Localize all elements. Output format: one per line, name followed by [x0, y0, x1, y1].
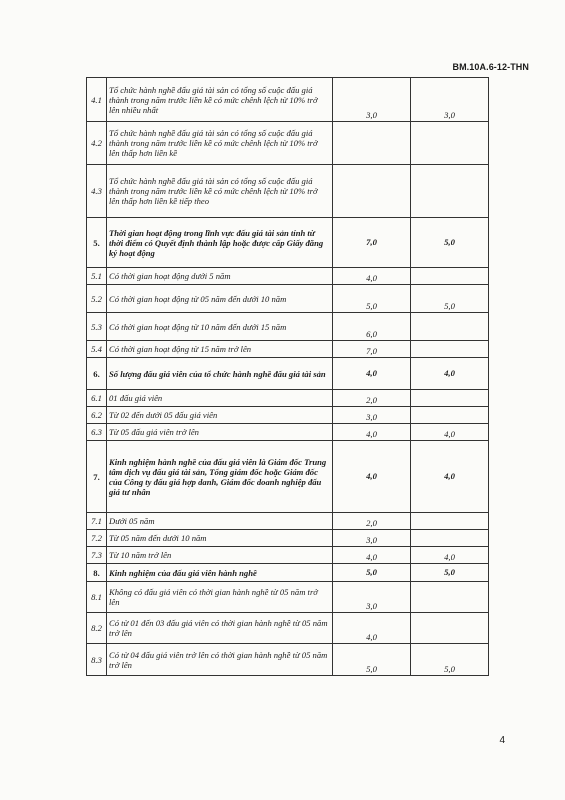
- row-number: 8.2: [87, 613, 107, 644]
- row-number: 7.: [87, 441, 107, 513]
- table-row: [87, 407, 489, 424]
- awarded-score: [411, 165, 489, 218]
- criterion-text: Thời gian hoạt động trong lĩnh vực đấu giá tài sản tính từ thời điểm có Quyết định thành lập hoặc được cấp Giấy đăng ký hoạt động: [107, 218, 333, 268]
- awarded-score: 5,0: [411, 644, 489, 676]
- row-number: 6.2: [87, 407, 107, 424]
- table-row: [87, 268, 489, 285]
- row-number: 6.: [87, 358, 107, 390]
- table-row: [87, 644, 489, 676]
- row-number: 6.1: [87, 390, 107, 407]
- page-number: 4: [499, 735, 505, 746]
- awarded-score: 3,0: [411, 78, 489, 122]
- max-score: 5,0: [333, 285, 411, 313]
- criterion-text: Có thời gian hoạt động từ 05 năm đến dưới 10 năm: [107, 285, 333, 313]
- awarded-score: 4,0: [411, 424, 489, 441]
- row-number: 4.3: [87, 165, 107, 218]
- criterion-text: Có từ 04 đấu giá viên trở lên có thời gian hành nghề từ 05 năm trở lên: [107, 644, 333, 676]
- row-number: 4.1: [87, 78, 107, 122]
- max-score: 2,0: [333, 390, 411, 407]
- document-code: BM.10A.6-12-THN: [452, 62, 529, 72]
- awarded-score: 4,0: [411, 358, 489, 390]
- awarded-score: 5,0: [411, 564, 489, 582]
- max-score: 2,0: [333, 513, 411, 530]
- max-score: 4,0: [333, 268, 411, 285]
- criterion-text: Kinh nghiệm của đấu giá viên hành nghề: [107, 564, 333, 582]
- awarded-score: 5,0: [411, 218, 489, 268]
- awarded-score: 4,0: [411, 547, 489, 564]
- max-score: 4,0: [333, 547, 411, 564]
- row-number: 5.2: [87, 285, 107, 313]
- row-number: 8.: [87, 564, 107, 582]
- table-row: [87, 390, 489, 407]
- awarded-score: 4,0: [411, 441, 489, 513]
- table-row: [87, 613, 489, 644]
- table-row: [87, 341, 489, 358]
- max-score: 6,0: [333, 313, 411, 341]
- max-score: [333, 165, 411, 218]
- awarded-score: 5,0: [411, 285, 489, 313]
- table-row: [87, 122, 489, 165]
- row-number: 6.3: [87, 424, 107, 441]
- max-score: 3,0: [333, 582, 411, 613]
- awarded-score: [411, 513, 489, 530]
- criterion-text: Tổ chức hành nghề đấu giá tài sản có tổng số cuộc đấu giá thành trong năm trước liền kề có mức chênh lệch từ 10% trở lên nhiều nhất: [107, 78, 333, 122]
- table-row: [87, 313, 489, 341]
- row-number: 7.1: [87, 513, 107, 530]
- awarded-score: [411, 582, 489, 613]
- max-score: 3,0: [333, 78, 411, 122]
- criterion-text: Dưới 05 năm: [107, 513, 333, 530]
- table-row: [87, 165, 489, 218]
- row-number: 8.3: [87, 644, 107, 676]
- row-number: 7.3: [87, 547, 107, 564]
- row-number: 7.2: [87, 530, 107, 547]
- criterion-text: Từ 10 năm trở lên: [107, 547, 333, 564]
- max-score: 3,0: [333, 530, 411, 547]
- table-row: [87, 358, 489, 390]
- row-number: 8.1: [87, 582, 107, 613]
- table-row: [87, 513, 489, 530]
- criterion-text: Từ 05 đấu giá viên trở lên: [107, 424, 333, 441]
- awarded-score: [411, 122, 489, 165]
- table-row: [87, 564, 489, 582]
- table-row: [87, 530, 489, 547]
- max-score: 7,0: [333, 218, 411, 268]
- table-row: [87, 582, 489, 613]
- table-row: [87, 547, 489, 564]
- max-score: 4,0: [333, 441, 411, 513]
- table-row: [87, 424, 489, 441]
- awarded-score: [411, 530, 489, 547]
- awarded-score: [411, 313, 489, 341]
- max-score: 4,0: [333, 358, 411, 390]
- criterion-text: Số lượng đấu giá viên của tổ chức hành nghề đấu giá tài sản: [107, 358, 333, 390]
- row-number: 4.2: [87, 122, 107, 165]
- criterion-text: Có thời gian hoạt động dưới 5 năm: [107, 268, 333, 285]
- criterion-text: Kinh nghiệm hành nghề của đấu giá viên là Giám đốc Trung tâm dịch vụ đấu giá tài sản, Tổng giám đốc hoặc Giám đốc của Công ty đấu giá hợp danh, Giám đốc doanh nghiệp đấu giá tư nhân: [107, 441, 333, 513]
- awarded-score: [411, 613, 489, 644]
- criterion-text: Có thời gian hoạt động từ 10 năm đến dưới 15 năm: [107, 313, 333, 341]
- criterion-text: Tổ chức hành nghề đấu giá tài sản có tổng số cuộc đấu giá thành trong năm trước liền kề có mức chênh lệch từ 10% trở lên thấp hơn liền kề tiếp theo: [107, 165, 333, 218]
- criterion-text: 01 đấu giá viên: [107, 390, 333, 407]
- max-score: 4,0: [333, 613, 411, 644]
- table-row: [87, 78, 489, 122]
- criterion-text: Không có đấu giá viên có thời gian hành nghề từ 05 năm trở lên: [107, 582, 333, 613]
- criterion-text: Từ 05 năm đến dưới 10 năm: [107, 530, 333, 547]
- table-row: [87, 285, 489, 313]
- max-score: 5,0: [333, 564, 411, 582]
- max-score: 4,0: [333, 424, 411, 441]
- awarded-score: [411, 341, 489, 358]
- awarded-score: [411, 268, 489, 285]
- row-number: 5.: [87, 218, 107, 268]
- max-score: [333, 122, 411, 165]
- criterion-text: Từ 02 đến dưới 05 đấu giá viên: [107, 407, 333, 424]
- criterion-text: Tổ chức hành nghề đấu giá tài sản có tổng số cuộc đấu giá thành trong năm trước liền kề có mức chênh lệch từ 10% trở lên thấp hơn liền kề: [107, 122, 333, 165]
- scoring-table: [86, 77, 489, 676]
- max-score: 7,0: [333, 341, 411, 358]
- table-row: [87, 218, 489, 268]
- table-row: [87, 441, 489, 513]
- awarded-score: [411, 407, 489, 424]
- criterion-text: Có từ 01 đến 03 đấu giá viên có thời gian hành nghề từ 05 năm trở lên: [107, 613, 333, 644]
- max-score: 5,0: [333, 644, 411, 676]
- row-number: 5.3: [87, 313, 107, 341]
- criterion-text: Có thời gian hoạt động từ 15 năm trở lên: [107, 341, 333, 358]
- awarded-score: [411, 390, 489, 407]
- row-number: 5.1: [87, 268, 107, 285]
- max-score: 3,0: [333, 407, 411, 424]
- row-number: 5.4: [87, 341, 107, 358]
